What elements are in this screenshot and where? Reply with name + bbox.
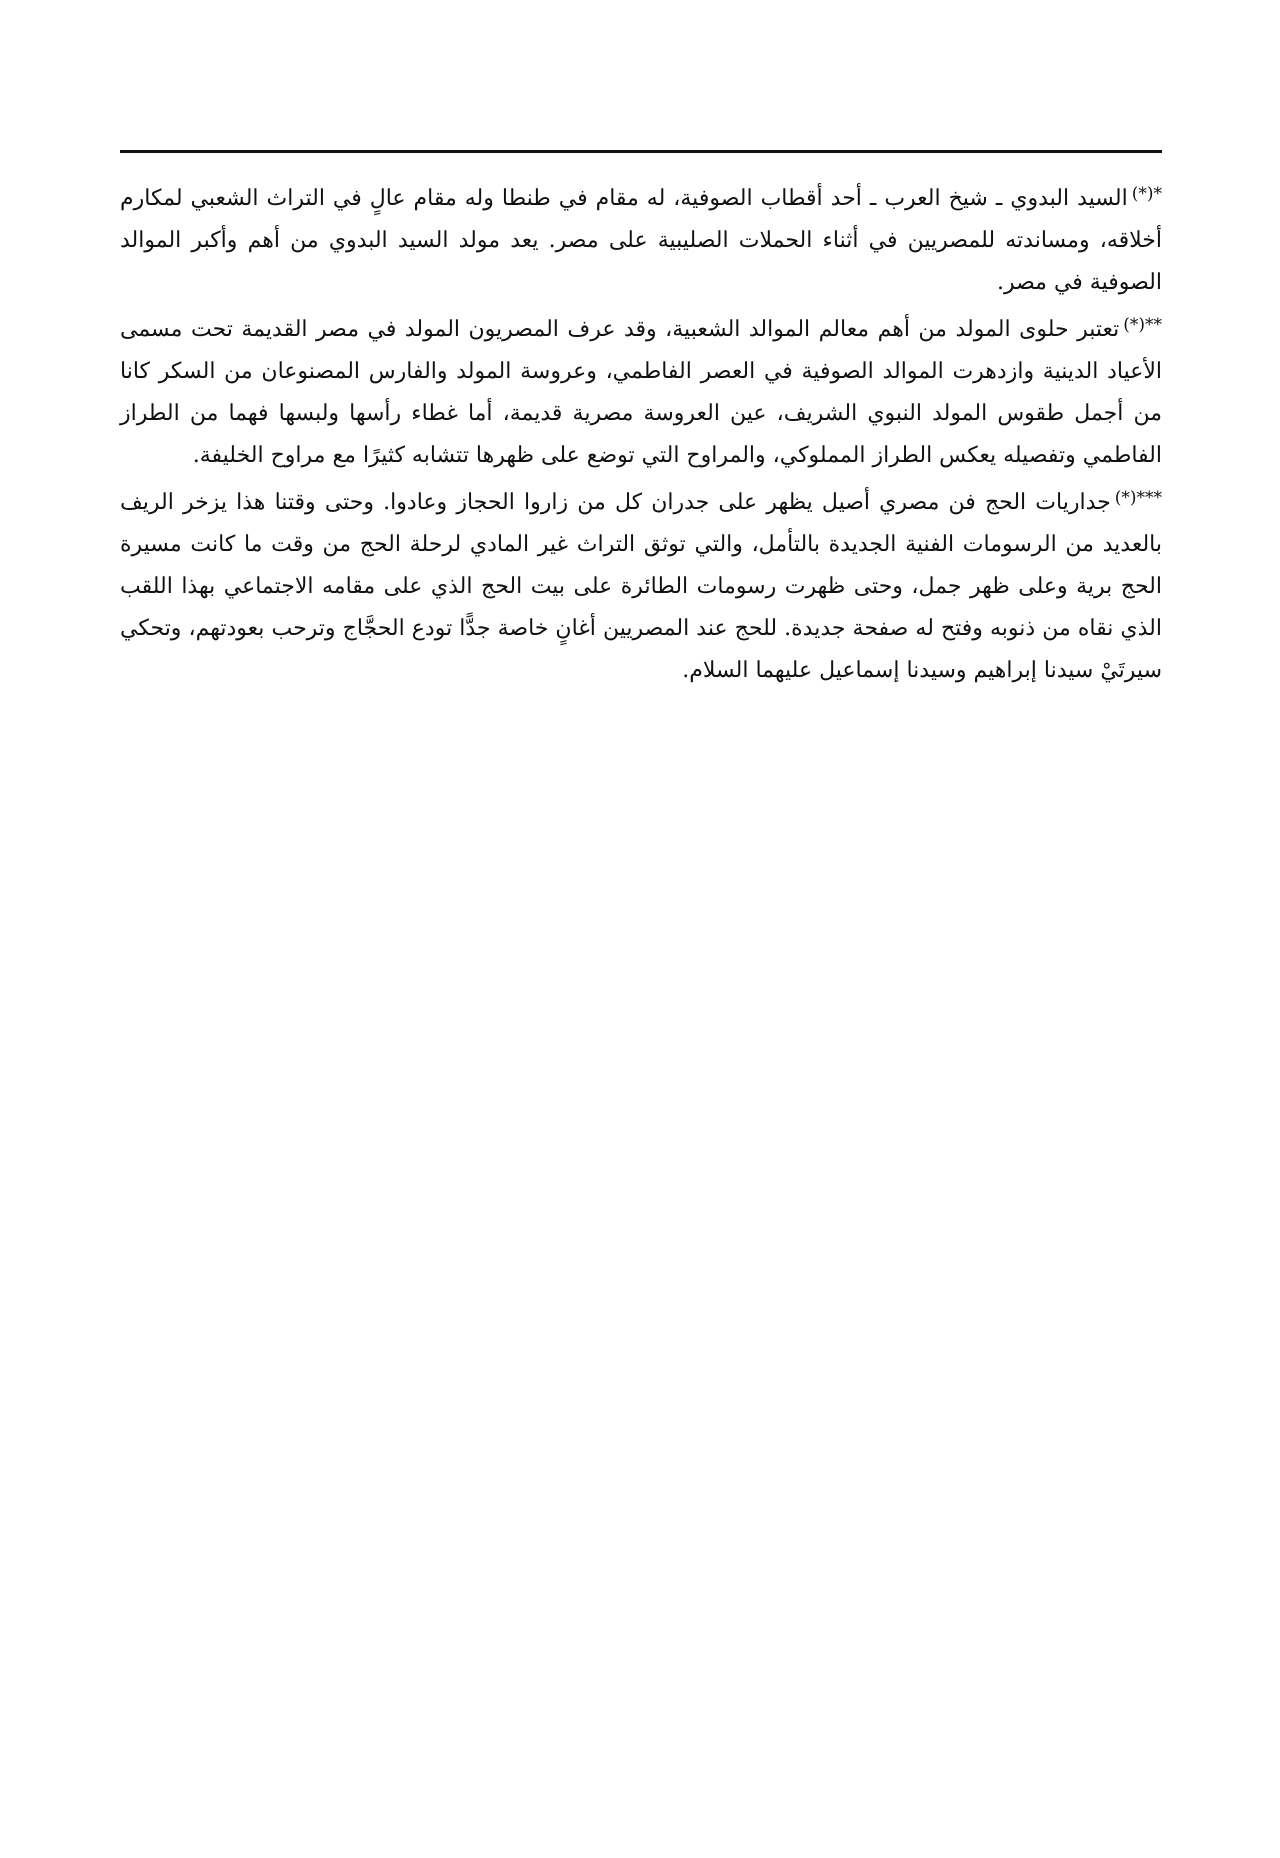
footnote-separator-rule [120, 150, 1162, 153]
footnote-3-text: جداريات الحج فن مصري أصيل يظهر على جدران كل من زاروا الحجاز وعادوا. وحتى وقتنا هذا يزخر الريف بالعديد من الرسومات الفنية الجديدة بالتأمل، والتي توثق التراث غير المادي لرحلة الحج من وقت ما كانت مسيرة الحج برية وعلى ظهر جمل، وحتى ظهرت رسومات الطائرة على بيت الحج الذي على مقامه الاجتماعي بهذا اللقب الذي نقاه من ذنوبه وفتح له صفحة جديدة. للحج عند المصريين أغانٍ خاصة جدًّا تودع الحجَّاج وترحب بعودتهم، وتحكي سيرتَيْ سيدنا إبراهيم وسيدنا إسماعيل عليهما السلام. [120, 490, 1162, 683]
footnote-3 [120, 477, 1162, 692]
footnote-2 [120, 304, 1162, 477]
footnote-1 [120, 173, 1162, 304]
footnote-1-marker: *(*) [1131, 184, 1162, 204]
footnote-2-text: تعتبر حلوى المولد من أهم معالم الموالد الشعبية، وقد عرف المصريون المولد في مصر القديمة تحت مسمى الأعياد الدينية وازدهرت الموالد الصوفية في العصر الفاطمي، وعروسة المولد والفارس المصنوعان من السكر كانا من أجمل طقوس المولد النبوي الشريف، عين العروسة مصرية قديمة، أما غطاء رأسها ولبسها فهما من الطراز الفاطمي وتفصيله يعكس الطراز المملوكي، والمراوح التي توضع على ظهرها تتشابه كثيرًا مع مراوح الخليفة. [120, 317, 1162, 468]
footnote-2-marker: **(*) [1123, 315, 1162, 335]
footnotes-section [120, 173, 1162, 692]
footnote-1-text: السيد البدوي ـ شيخ العرب ـ أحد أقطاب الصوفية، له مقام في طنطا وله مقام عالٍ في التراث الشعبي لمكارم أخلاقه، ومساندته للمصريين في أثناء الحملات الصليبية على مصر. يعد مولد السيد البدوي من أهم وأكبر الموالد الصوفية في مصر. [120, 186, 1162, 295]
footnote-3-marker: ***(*) [1114, 488, 1162, 508]
